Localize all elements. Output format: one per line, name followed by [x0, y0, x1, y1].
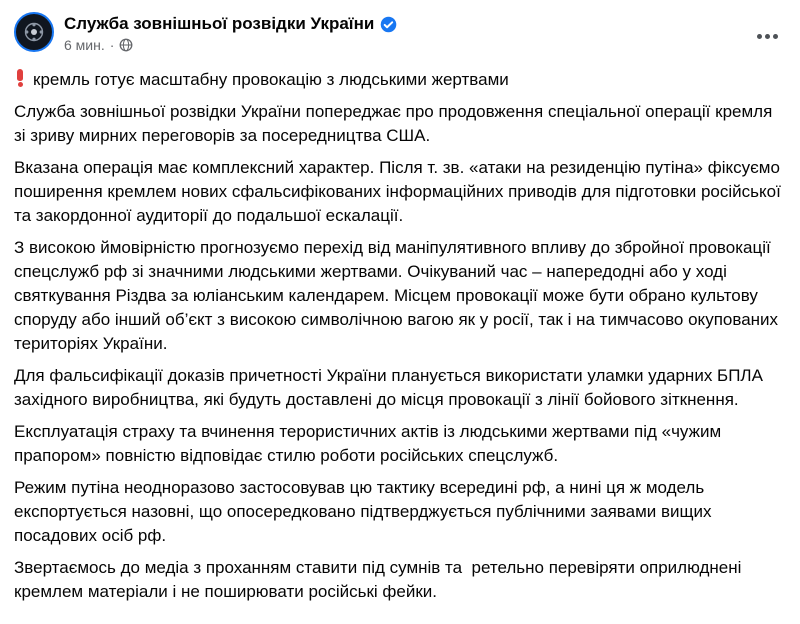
post-body: [14, 68, 784, 604]
post-paragraph: Звертаємось до медіа з проханням ставити під сумнів та ретельно перевіряти оприлюднені кремлем матеріали і не поширювати російські фейки.: [14, 558, 747, 601]
post-paragraph: З високою ймовірністю прогнозуємо перехід від маніпулятивного впливу до збройної провокації спецслужб рф зі значними людськими жертвами. Очікуваний час – напередодні або у ході святкування Різдва за юліанським календарем. Місцем провокації може бути обрано культову споруду або інший об’єкт з високою символічною вагою як у росії, так і на тимчасово окупованих територіях України.: [14, 238, 783, 353]
author-name[interactable]: Служба зовнішньої розвідки України: [64, 14, 375, 33]
ellipsis-dot: [773, 34, 778, 39]
post-paragraph: Для фальсифікації доказів причетності України планується використати уламки ударних БПЛА західного виробництва, які будуть доставлені до місця провокації з лінії бойового зіткнення.: [14, 366, 768, 409]
ellipsis-dot: [765, 34, 770, 39]
post-paragraph: Експлуатація страху та вчинення терористичних актів із людськими жертвами під «чужим прапором» повністю відповідає стилю роботи російських спецслужб.: [14, 422, 726, 465]
post-meta: [64, 37, 397, 53]
post-header: [14, 12, 784, 53]
post-headline: [14, 68, 784, 92]
red-exclamation-icon: [14, 69, 25, 87]
timestamp[interactable]: 6 мин.: [64, 37, 105, 53]
verified-badge-icon: [380, 16, 397, 33]
post-paragraph: Служба зовнішньої розвідки України попереджає про продовження спеціальної операції кремля зі зриву мирних переговорів за посередництва США.: [14, 102, 778, 145]
more-options-button[interactable]: [751, 28, 784, 45]
avatar[interactable]: [14, 12, 54, 52]
globe-public-icon: [119, 38, 133, 52]
szru-emblem-icon: [22, 20, 46, 44]
headline-text: кремль готує масштабну провокацію з людськими жертвами: [33, 70, 509, 89]
ellipsis-dot: [757, 34, 762, 39]
post-paragraph: Режим путіна неодноразово застосовував цю тактику всередині рф, а нині ця ж модель експортується назовні, що опосередковано підтверджується публічними заявами вищих посадових осіб рф.: [14, 478, 717, 545]
post-paragraph: Вказана операція має комплексний характер. Після т. зв. «атаки на резиденцію путіна» фіксуємо поширення кремлем нових сфальсифікованих інформаційних приводів для підготовки російської та закордонної аудиторії до подальшої ескалації.: [14, 158, 786, 225]
author-block: [64, 12, 397, 53]
meta-separator: ·: [109, 37, 115, 53]
author-row: [64, 14, 397, 34]
